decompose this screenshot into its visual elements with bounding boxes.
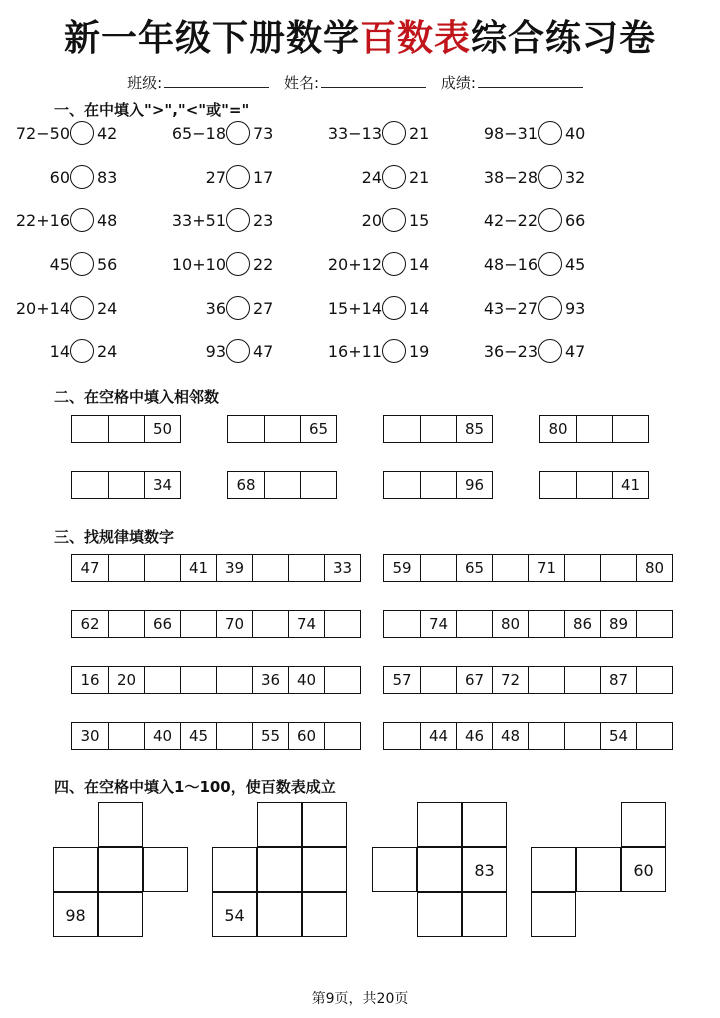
number-cell: 40: [144, 723, 180, 749]
left-expression: 60: [49, 168, 70, 187]
left-expression: 20+14: [15, 299, 70, 318]
comparison-item: [327, 121, 482, 147]
right-expression: 21: [409, 124, 430, 143]
number-cell: 46: [456, 723, 492, 749]
right-expression: 17: [253, 168, 274, 187]
chart-cell[interactable]: [98, 802, 143, 847]
chart-cell[interactable]: [98, 892, 143, 937]
number-cell: 34: [144, 472, 180, 498]
number-cell[interactable]: [492, 555, 528, 581]
chart-cell[interactable]: [257, 802, 302, 847]
pattern-row: [383, 554, 673, 582]
number-cell[interactable]: [456, 611, 492, 637]
pattern-row: [383, 666, 673, 694]
right-expression: 24: [97, 342, 118, 361]
number-cell: 50: [144, 416, 180, 442]
left-expression: 36−23: [483, 342, 538, 361]
answer-circle[interactable]: [226, 165, 250, 189]
answer-circle[interactable]: [538, 208, 562, 232]
number-cell[interactable]: [420, 555, 456, 581]
comparison-item: [483, 165, 638, 191]
number-cell: 36: [252, 667, 288, 693]
number-cell: 39: [216, 555, 252, 581]
number-cell[interactable]: [384, 611, 420, 637]
number-cell[interactable]: [576, 416, 612, 442]
number-cell: 45: [180, 723, 216, 749]
right-expression: 19: [409, 342, 430, 361]
comparison-item: [483, 252, 638, 278]
section-4-heading: 四、在空格中填入1～100，使百数表成立: [54, 778, 336, 796]
left-expression: 27: [205, 168, 226, 187]
number-cell: 80: [636, 555, 672, 581]
comparison-item: [171, 252, 326, 278]
answer-circle[interactable]: [70, 339, 94, 363]
number-cell: 74: [420, 611, 456, 637]
number-cell[interactable]: [528, 611, 564, 637]
answer-circle[interactable]: [382, 252, 406, 276]
left-expression: 22+16: [15, 211, 70, 230]
neighbor-group: [539, 415, 649, 443]
comparison-item: [332, 208, 482, 234]
pattern-row: [71, 666, 361, 694]
comparison-item: [327, 252, 482, 278]
number-cell[interactable]: [288, 555, 324, 581]
comparison-item: [15, 121, 170, 147]
number-cell[interactable]: [600, 555, 636, 581]
number-cell: 40: [288, 667, 324, 693]
right-expression: 23: [253, 211, 274, 230]
left-expression: 24: [361, 168, 382, 187]
number-cell: 44: [420, 723, 456, 749]
number-cell[interactable]: [300, 472, 336, 498]
right-expression: 21: [409, 168, 430, 187]
pattern-row: [71, 610, 361, 638]
comparison-item: [20, 165, 170, 191]
left-expression: 72−50: [15, 124, 70, 143]
number-cell[interactable]: [228, 416, 264, 442]
chart-cell[interactable]: [302, 892, 347, 937]
left-expression: 33+51: [171, 211, 226, 230]
number-cell[interactable]: [384, 416, 420, 442]
number-cell[interactable]: [216, 667, 252, 693]
comparison-item: [483, 296, 638, 322]
left-expression: 48−16: [483, 255, 538, 274]
student-info-line: [0, 72, 720, 93]
chart-cell[interactable]: [462, 892, 507, 937]
chart-cell[interactable]: [53, 847, 98, 892]
chart-cell[interactable]: [257, 892, 302, 937]
left-expression: 10+10: [171, 255, 226, 274]
right-expression: 27: [253, 299, 274, 318]
neighbor-group: [71, 471, 181, 499]
number-cell: 20: [108, 667, 144, 693]
right-expression: 24: [97, 299, 118, 318]
left-expression: 14: [49, 342, 70, 361]
number-cell[interactable]: [108, 555, 144, 581]
number-cell: 80: [492, 611, 528, 637]
number-cell[interactable]: [108, 416, 144, 442]
number-cell: 96: [456, 472, 492, 498]
comparison-item: [20, 339, 170, 365]
chart-cell[interactable]: [417, 847, 462, 892]
title-highlight: 百数表: [359, 18, 471, 59]
number-cell[interactable]: [216, 723, 252, 749]
number-cell[interactable]: [252, 555, 288, 581]
name-label: 姓名:: [283, 74, 320, 92]
number-cell[interactable]: [180, 667, 216, 693]
section-1-heading: 一、在中填入">","<"或"=": [54, 101, 250, 119]
pattern-row: [383, 610, 673, 638]
number-cell: 66: [144, 611, 180, 637]
answer-circle[interactable]: [382, 121, 406, 145]
number-cell: 70: [216, 611, 252, 637]
answer-circle[interactable]: [382, 339, 406, 363]
answer-circle[interactable]: [226, 339, 250, 363]
comparison-item: [176, 296, 326, 322]
number-cell: 16: [80, 671, 100, 689]
right-expression: 15: [409, 211, 430, 230]
number-cell: 62: [80, 615, 100, 633]
title-part-1: 新一年级下册数学: [63, 18, 360, 59]
right-expression: 93: [565, 299, 586, 318]
right-expression: 42: [97, 124, 118, 143]
right-expression: 48: [97, 211, 118, 230]
left-expression: 42−22: [483, 211, 538, 230]
section-3-heading: 三、找规律填数字: [54, 528, 175, 546]
number-cell: 59: [392, 559, 412, 577]
number-cell: 33: [324, 555, 360, 581]
chart-cell: 98: [53, 892, 98, 937]
right-expression: 83: [97, 168, 118, 187]
number-cell[interactable]: [324, 723, 360, 749]
page-footer: 第9页，共20页: [311, 991, 409, 1007]
number-cell: 71: [528, 555, 564, 581]
number-cell[interactable]: [420, 416, 456, 442]
right-expression: 47: [565, 342, 586, 361]
chart-cell[interactable]: [417, 892, 462, 937]
answer-circle[interactable]: [70, 165, 94, 189]
number-cell: 47: [80, 559, 100, 577]
comparison-item: [176, 165, 326, 191]
score-blank[interactable]: [478, 73, 583, 88]
name-blank[interactable]: [321, 73, 426, 88]
chart-cell[interactable]: [212, 847, 257, 892]
comparison-item: [171, 208, 326, 234]
right-expression: 45: [565, 255, 586, 274]
right-expression: 47: [253, 342, 274, 361]
chart-cell[interactable]: [462, 802, 507, 847]
number-cell[interactable]: [72, 472, 108, 498]
chart-cell[interactable]: [531, 892, 576, 937]
number-cell: 89: [600, 611, 636, 637]
number-cell[interactable]: [180, 611, 216, 637]
comparison-item: [483, 208, 638, 234]
chart-cell[interactable]: [621, 802, 666, 847]
left-expression: 93: [205, 342, 226, 361]
number-cell[interactable]: [324, 667, 360, 693]
neighbor-group: [383, 471, 493, 499]
chart-cell[interactable]: [257, 847, 302, 892]
number-cell[interactable]: [72, 416, 108, 442]
answer-circle[interactable]: [70, 121, 94, 145]
neighbor-group: [71, 415, 181, 443]
answer-circle[interactable]: [70, 252, 94, 276]
answer-circle[interactable]: [70, 296, 94, 320]
number-cell[interactable]: [528, 667, 564, 693]
comparison-item: [15, 296, 170, 322]
number-cell[interactable]: [384, 723, 420, 749]
left-expression: 45: [49, 255, 70, 274]
answer-circle[interactable]: [538, 252, 562, 276]
comparison-item: [483, 339, 638, 365]
number-cell[interactable]: [564, 555, 600, 581]
title-part-2: 综合练习卷: [471, 18, 657, 59]
right-expression: 14: [409, 255, 430, 274]
number-cell: 86: [564, 611, 600, 637]
number-cell[interactable]: [144, 667, 180, 693]
number-cell[interactable]: [636, 723, 672, 749]
comparison-item: [327, 339, 482, 365]
chart-cell[interactable]: [372, 847, 417, 892]
number-cell: 30: [80, 727, 100, 745]
neighbor-group: [383, 415, 493, 443]
chart-cell[interactable]: [576, 847, 621, 892]
number-cell: 41: [180, 555, 216, 581]
comparison-item: [483, 121, 638, 147]
answer-circle[interactable]: [382, 165, 406, 189]
number-cell: 55: [252, 723, 288, 749]
neighbor-group: [227, 471, 337, 499]
number-cell[interactable]: [264, 416, 300, 442]
score-label: 成绩:: [440, 74, 476, 92]
pattern-row: [71, 722, 361, 750]
comparison-item: [176, 339, 326, 365]
answer-circle[interactable]: [226, 208, 250, 232]
number-cell: 67: [456, 667, 492, 693]
right-expression: 40: [565, 124, 586, 143]
number-cell[interactable]: [528, 723, 564, 749]
number-cell[interactable]: [612, 416, 648, 442]
number-cell[interactable]: [264, 472, 300, 498]
right-expression: 14: [409, 299, 430, 318]
pattern-row: [383, 722, 673, 750]
chart-cell[interactable]: [98, 847, 143, 892]
number-cell: 65: [300, 416, 336, 442]
number-cell: 80: [548, 420, 568, 438]
answer-circle[interactable]: [226, 252, 250, 276]
pattern-row: [71, 554, 361, 582]
left-expression: 43−27: [483, 299, 538, 318]
number-cell: 57: [392, 671, 412, 689]
neighbor-group: [539, 471, 649, 499]
number-cell[interactable]: [252, 611, 288, 637]
answer-circle[interactable]: [538, 296, 562, 320]
answer-circle[interactable]: [538, 121, 562, 145]
answer-circle[interactable]: [70, 208, 94, 232]
comparison-item: [15, 208, 170, 234]
number-cell[interactable]: [144, 555, 180, 581]
comparison-item: [20, 252, 170, 278]
class-blank[interactable]: [164, 73, 269, 88]
comparison-item: [171, 121, 326, 147]
left-expression: 38−28: [483, 168, 538, 187]
left-expression: 20: [361, 211, 382, 230]
number-cell[interactable]: [420, 667, 456, 693]
chart-cell: 83: [462, 847, 507, 892]
answer-circle[interactable]: [538, 165, 562, 189]
answer-circle[interactable]: [382, 208, 406, 232]
chart-cell[interactable]: [531, 847, 576, 892]
number-cell[interactable]: [540, 472, 576, 498]
chart-cell: 54: [212, 892, 257, 937]
number-cell[interactable]: [636, 667, 672, 693]
answer-circle[interactable]: [226, 296, 250, 320]
number-cell[interactable]: [564, 723, 600, 749]
number-cell[interactable]: [576, 472, 612, 498]
chart-cell[interactable]: [417, 802, 462, 847]
right-expression: 66: [565, 211, 586, 230]
chart-cell: 60: [621, 847, 666, 892]
right-expression: 32: [565, 168, 586, 187]
answer-circle[interactable]: [538, 339, 562, 363]
answer-circle[interactable]: [382, 296, 406, 320]
chart-cell[interactable]: [143, 847, 188, 892]
comparison-item: [332, 165, 482, 191]
number-cell: 54: [600, 723, 636, 749]
left-expression: 16+11: [327, 342, 382, 361]
number-cell: 85: [456, 416, 492, 442]
number-cell[interactable]: [108, 472, 144, 498]
left-expression: 15+14: [327, 299, 382, 318]
right-expression: 56: [97, 255, 118, 274]
number-cell: 48: [492, 723, 528, 749]
class-label: 班级:: [127, 74, 163, 92]
number-cell[interactable]: [420, 472, 456, 498]
number-cell: 68: [236, 476, 256, 494]
left-expression: 20+12: [327, 255, 382, 274]
answer-circle[interactable]: [226, 121, 250, 145]
number-cell: 60: [288, 723, 324, 749]
comparison-item: [327, 296, 482, 322]
number-cell[interactable]: [108, 723, 144, 749]
chart-cell[interactable]: [302, 802, 347, 847]
number-cell[interactable]: [564, 667, 600, 693]
right-expression: 73: [253, 124, 274, 143]
chart-cell[interactable]: [302, 847, 347, 892]
section-2-heading: 二、在空格中填入相邻数: [54, 388, 220, 406]
number-cell[interactable]: [384, 472, 420, 498]
neighbor-group: [227, 415, 337, 443]
number-cell: 41: [612, 472, 648, 498]
number-cell: 65: [456, 555, 492, 581]
left-expression: 98−31: [483, 124, 538, 143]
worksheet-title: [0, 10, 720, 61]
left-expression: 65−18: [171, 124, 226, 143]
left-expression: 33−13: [327, 124, 382, 143]
right-expression: 22: [253, 255, 274, 274]
number-cell: 87: [600, 667, 636, 693]
number-cell[interactable]: [636, 611, 672, 637]
number-cell[interactable]: [108, 611, 144, 637]
number-cell: 74: [288, 611, 324, 637]
number-cell: 72: [492, 667, 528, 693]
number-cell[interactable]: [324, 611, 360, 637]
left-expression: 36: [205, 299, 226, 318]
